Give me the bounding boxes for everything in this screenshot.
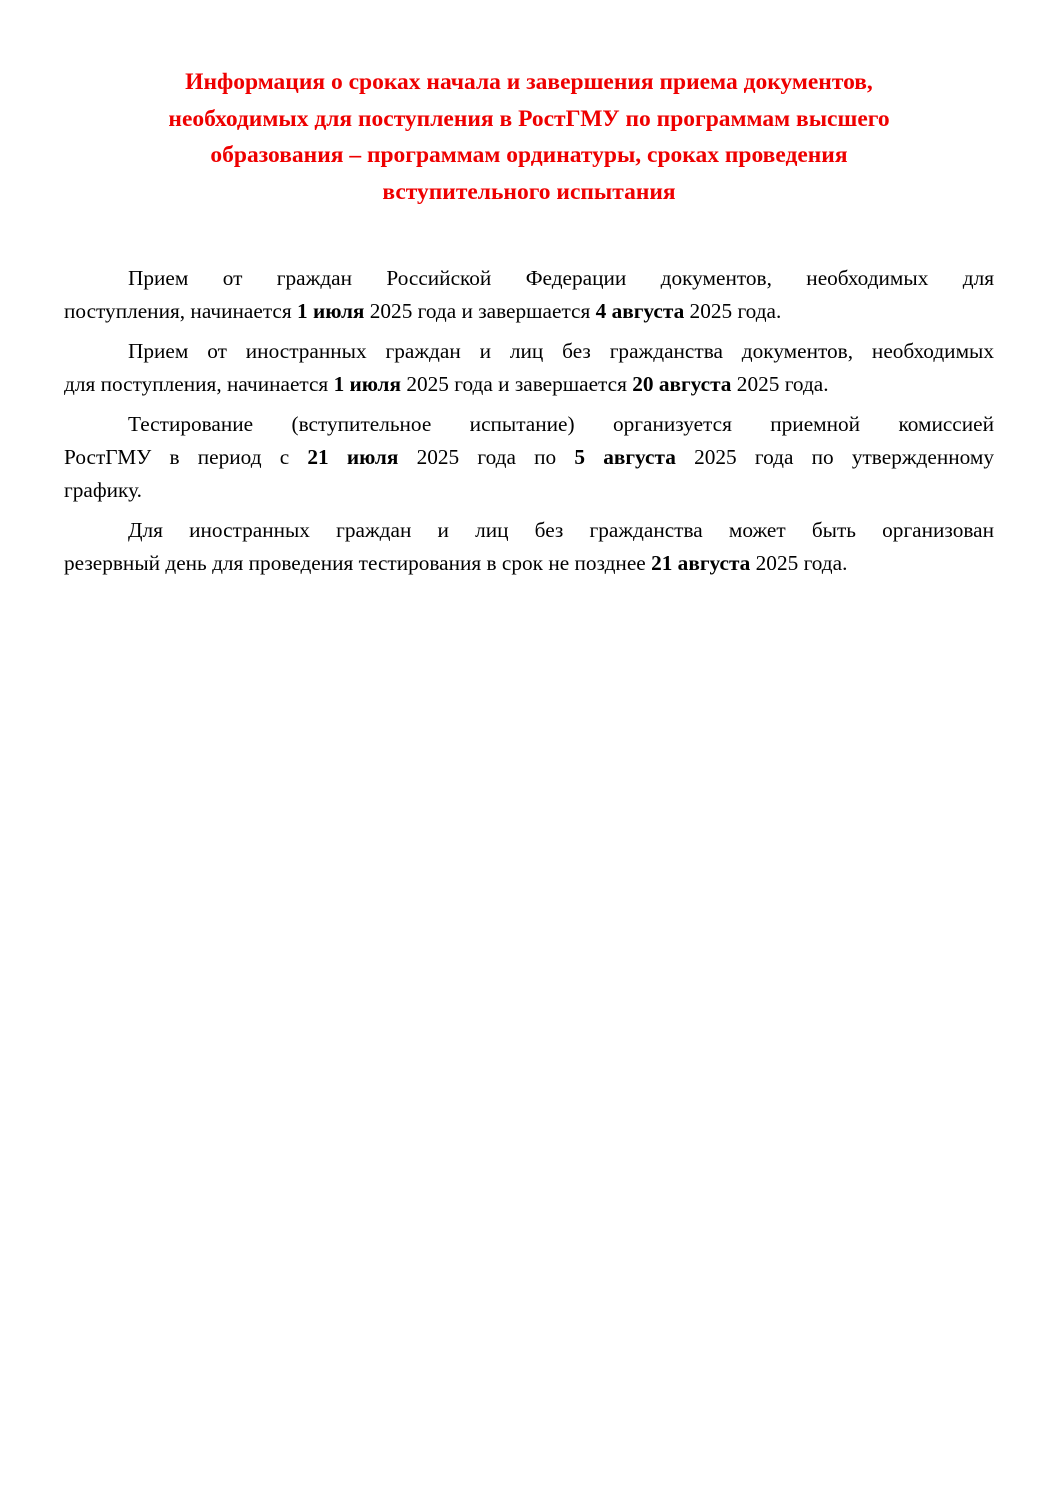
text-run: Для иностранных граждан и лиц без гражданства может быть организован <box>128 518 994 542</box>
title-line: вступительного испытания <box>382 178 676 205</box>
text-run: 2025 года. <box>750 551 848 575</box>
text-run: поступления, начинается <box>64 299 297 323</box>
paragraph-line <box>64 408 994 441</box>
paragraph-line <box>64 547 994 580</box>
paragraph-line <box>64 441 994 474</box>
text-run: Тестирование (вступительное испытание) организуется приемной комиссией <box>128 412 994 436</box>
text-run: 2025 года. <box>731 372 829 396</box>
text-run: Прием от граждан Российской Федерации документов, необходимых для <box>128 266 994 290</box>
paragraph-line <box>64 368 994 401</box>
text-run: Прием от иностранных граждан и лиц без гражданства документов, необходимых <box>128 339 994 363</box>
text-run: 2025 года и завершается <box>364 299 596 323</box>
text-run: РостГМУ в период с <box>64 445 308 469</box>
paragraph <box>64 514 994 580</box>
text-run: 2025 года по утвержденному <box>675 445 995 469</box>
text-run: для поступления, начинается <box>64 372 334 396</box>
bold-date: 21 июля <box>307 445 399 469</box>
paragraph-line <box>64 335 994 368</box>
text-run: резервный день для проведения тестирования в срок не позднее <box>64 551 652 575</box>
paragraph-line <box>64 262 994 295</box>
document-title <box>64 64 994 210</box>
bold-date: 21 августа <box>651 551 751 575</box>
title-line: образования – программам ординатуры, сроках проведения <box>210 142 848 168</box>
bold-date: 4 августа <box>595 299 685 323</box>
text-run: графику. <box>64 478 142 502</box>
text-run: 2025 года. <box>684 299 782 323</box>
title-line: Информация о сроках начала и завершения приема документов, <box>185 69 873 95</box>
paragraph-line <box>64 514 994 547</box>
document-body <box>64 262 994 587</box>
text-run: 2025 года и завершается <box>401 372 633 396</box>
paragraph <box>64 408 994 507</box>
paragraph <box>64 335 994 401</box>
paragraph-line <box>64 474 994 507</box>
title-line: необходимых для поступления в РостГМУ по программам высшего <box>168 105 890 132</box>
bold-date: 1 июля <box>333 372 402 396</box>
bold-date: 1 июля <box>296 299 365 323</box>
paragraph <box>64 262 994 328</box>
paragraph-line <box>64 295 994 328</box>
text-run: 2025 года по <box>398 445 575 469</box>
bold-date: 20 августа <box>632 372 732 396</box>
bold-date: 5 августа <box>574 445 676 469</box>
